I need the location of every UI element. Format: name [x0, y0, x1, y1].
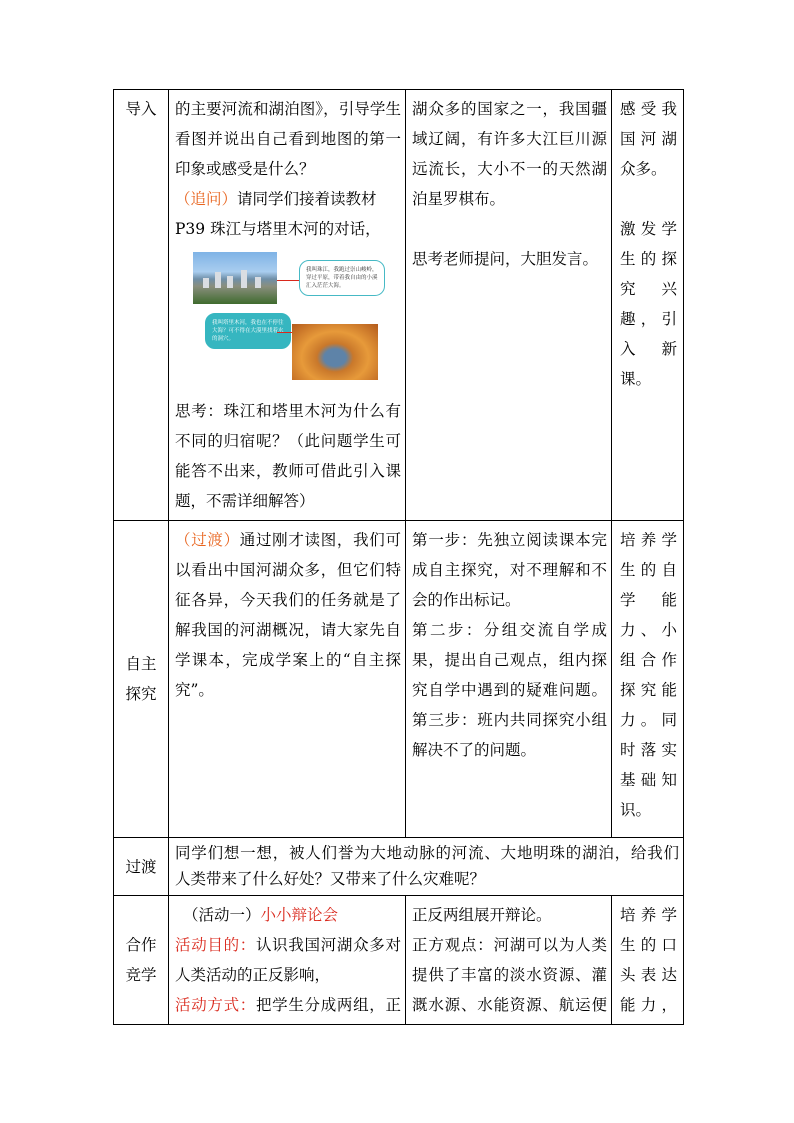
text-line: 不同的归宿呢？（此问题学生可: [175, 432, 401, 450]
design-intent-intro: [612, 90, 684, 521]
method-line: [175, 990, 401, 1020]
text-line: P39 珠江与塔里木河的对话，: [175, 220, 381, 238]
student-activity-self-study: [406, 521, 612, 838]
section-self-study: [114, 521, 169, 838]
text-line: 探究能: [620, 681, 677, 699]
student-activity-intro: [406, 90, 612, 521]
teacher-activity-cooperate: [169, 896, 406, 1025]
section-label: 自主: [125, 655, 157, 673]
text-line: 解决不了的问题。: [412, 741, 537, 759]
text-line: 头表达: [620, 966, 677, 984]
text-line: 力、小: [620, 621, 677, 639]
text-line: 生的口: [620, 936, 677, 954]
lesson-plan-document: [113, 89, 684, 1025]
text-line: 泊星罗棋布。: [412, 190, 506, 208]
activity-line: [175, 900, 401, 930]
text-line: 看图并说出自己看到地图的第一: [175, 130, 401, 148]
text-line: 提供了丰富的淡水资源、灌: [412, 966, 607, 984]
row-cooperate: [114, 896, 684, 1025]
teacher-activity-self-study: [169, 521, 406, 838]
goal-line: [175, 930, 401, 960]
text-line: 果，提出自己观点，组内探: [412, 651, 607, 669]
text-line: 基础知: [620, 771, 677, 789]
text-line: 题，不需详细解答）: [175, 492, 315, 510]
followup-line: [175, 184, 401, 214]
text-line: 思考老师提问，大胆发言。: [412, 250, 599, 268]
text-line: 会的作出标记。: [412, 591, 521, 609]
text-line: 印象或感受是什么？: [175, 160, 315, 178]
text-line: 人类带来了什么好处？又带来了什么灾难呢？: [175, 870, 486, 888]
section-intro: [114, 90, 169, 521]
text-line: 能答不出来，教师可借此引入课: [175, 462, 401, 480]
text-line: 人类活动的正反影响，: [175, 966, 331, 984]
text-line: 正方观点：河湖可以为人类: [412, 936, 607, 954]
text-line: 培养学: [620, 531, 677, 549]
method-label: 活动方式：: [175, 996, 256, 1014]
row-intro: [114, 90, 684, 521]
transition-content: [169, 838, 684, 896]
followup-text: 请同学们接着读教材: [237, 190, 377, 208]
text-line: 众多。: [620, 160, 667, 178]
section-label: 探究: [125, 685, 157, 703]
row-transition: [114, 838, 684, 896]
pearl-river-speech-bubble: 我叫珠江，我跑过崇山峻岭，穿过平原，带着我自由的小溪汇入茫茫大海。: [299, 260, 385, 296]
text-line: 第三步：班内共同探究小组: [412, 711, 607, 729]
tarim-river-photo: [292, 324, 378, 380]
section-label: 导入: [125, 100, 157, 118]
lesson-plan-table: [113, 89, 684, 1025]
section-cooperate: [114, 896, 169, 1025]
text-line: 第二步：分组交流自学成: [412, 621, 607, 639]
section-label: 过渡: [125, 857, 157, 876]
section-transition: [114, 838, 169, 896]
text-line: 究”。: [175, 681, 214, 699]
text-line: 激发学: [620, 220, 677, 238]
text-line: 生的自: [620, 561, 677, 579]
text-line: 征各异，今天我们的任务就是了: [175, 591, 401, 609]
text-line: 培养学: [620, 906, 677, 924]
text-line: 国河湖: [620, 130, 677, 148]
text-line: 的主要河流和湖泊图》，引导学生: [175, 100, 401, 118]
method-text: 把学生分成两组，正: [255, 996, 401, 1014]
transition-tag: （过渡）: [175, 531, 240, 549]
tarim-river-speech-bubble: 我叫塔里木河，我也在不停往大海？可不得在大漠里找着水的洞穴。: [205, 313, 291, 349]
text-line: 远流长，大小不一的天然湖: [412, 160, 607, 178]
text-line: 课。: [620, 370, 652, 388]
text-line: 识。: [620, 801, 652, 819]
text: 通过刚才读图，我们可: [239, 531, 401, 549]
text-line: 感受我: [620, 100, 677, 118]
transition-line: [175, 525, 401, 555]
connector-line: [277, 280, 299, 281]
goal-label: 活动目的：: [175, 936, 256, 954]
text-line: 成自主探究，对不理解和不: [412, 561, 607, 579]
text-line: 生的探: [620, 250, 677, 268]
text-line: 以看出中国河湖众多，但它们特: [175, 561, 401, 579]
text-line: 究 兴: [620, 280, 677, 298]
design-intent-cooperate: [612, 896, 684, 1025]
text-line: 趣，引: [620, 310, 677, 328]
text-line: 域辽阔，有许多大江巨川源: [412, 130, 607, 148]
pearl-river-photo: [193, 252, 277, 304]
connector-line: [277, 332, 293, 333]
section-label: 竞学: [125, 966, 157, 984]
text-line: 湖众多的国家之一，我国疆: [412, 100, 607, 118]
river-dialogue-figure: [175, 246, 401, 394]
text-line: 能力，: [620, 996, 677, 1014]
text-line: 组合作: [620, 651, 677, 669]
text-line: 学课本，完成学案上的“自主探: [175, 651, 401, 669]
text-line: 解我国的河湖概况，请大家先自: [175, 621, 401, 639]
text-line: 力。同: [620, 711, 677, 729]
row-self-study: [114, 521, 684, 838]
design-intent-self-study: [612, 521, 684, 838]
text-line: 思考：珠江和塔里木河为什么有: [175, 402, 401, 420]
text-line: 溉水源、水能资源、航运便: [412, 996, 607, 1014]
activity-prefix: （活动一）: [183, 906, 261, 924]
text-line: 学 能: [620, 591, 677, 609]
text-line: 同学们想一想，被人们誉为大地动脉的河流、大地明珠的湖泊，给我们: [175, 844, 679, 862]
text-line: 入 新: [620, 340, 677, 358]
text-line: 时落实: [620, 741, 677, 759]
activity-name: 小小辩论会: [260, 906, 339, 924]
text-line: 正反两组展开辩论。: [412, 906, 552, 924]
goal-text: 认识我国河湖众多对: [255, 936, 401, 954]
followup-tag: （追问）: [175, 190, 238, 208]
teacher-activity-intro: [169, 90, 406, 521]
section-label: 合作: [125, 936, 157, 954]
student-activity-cooperate: [406, 896, 612, 1025]
text-line: 第一步：先独立阅读课本完: [412, 531, 607, 549]
text-line: 究自学中遇到的疑难问题。: [412, 681, 607, 699]
